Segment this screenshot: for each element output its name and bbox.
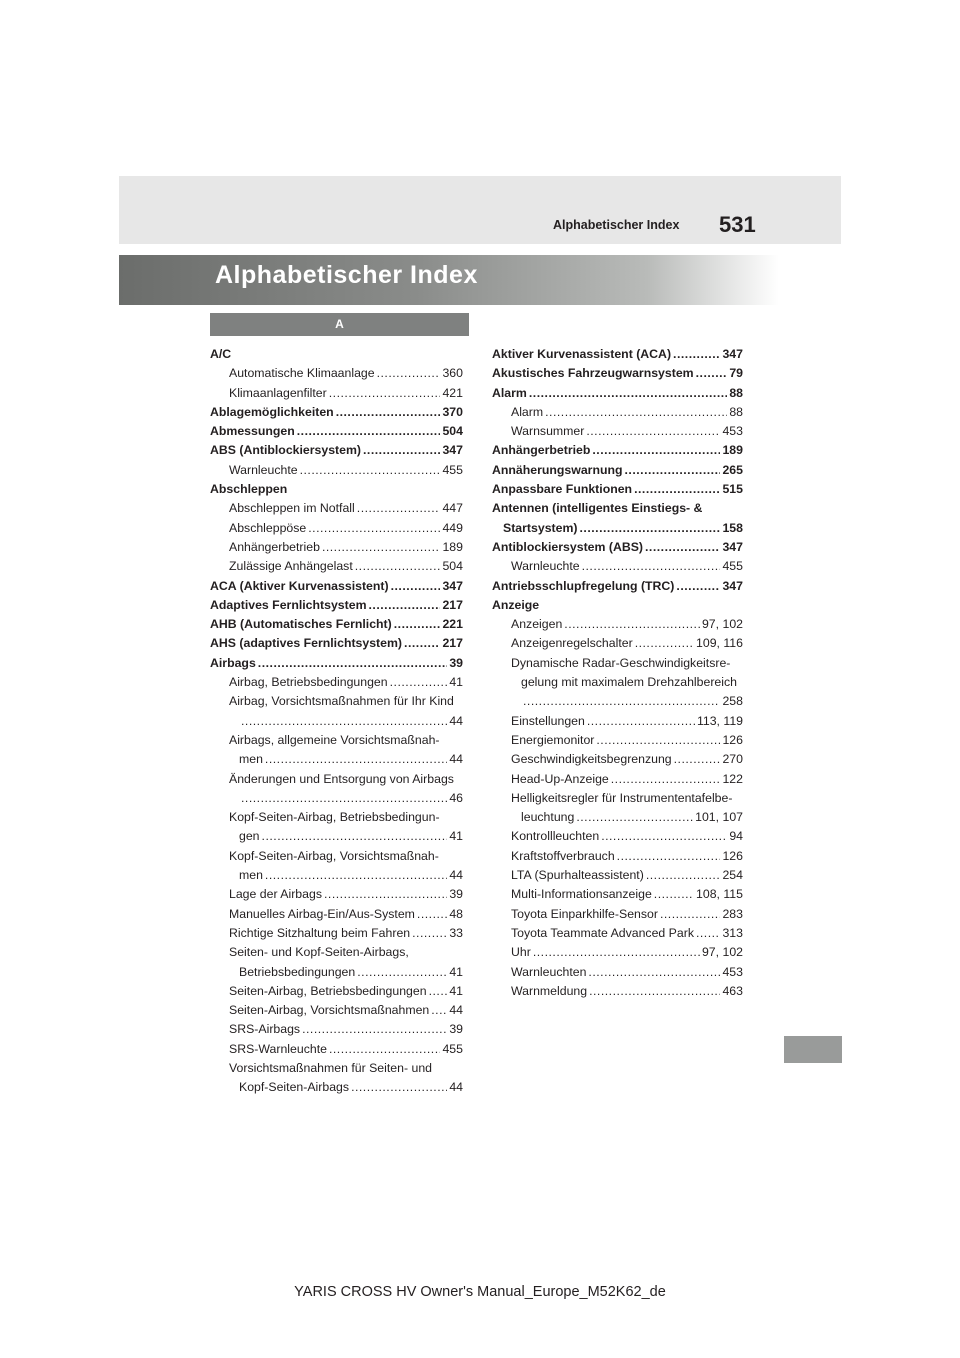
index-entry-term: Airbags, allgemeine Vorsichtsmaßnah- bbox=[229, 732, 440, 747]
index-entry-page: 126 bbox=[722, 848, 743, 863]
index-entry-page: 39 bbox=[449, 655, 463, 670]
dot-leader bbox=[431, 1001, 447, 1020]
dot-leader bbox=[297, 422, 441, 441]
index-entry bbox=[492, 384, 743, 403]
index-column-left bbox=[210, 345, 463, 1098]
dot-leader bbox=[564, 615, 700, 634]
index-entry-page: 41 bbox=[449, 675, 463, 690]
index-entry-page: 347 bbox=[442, 578, 463, 593]
index-entry-term: A/C bbox=[210, 347, 232, 361]
index-entry bbox=[492, 905, 743, 924]
index-entry bbox=[492, 345, 743, 364]
index-entry-term: Dynamische Radar-Geschwindigkeitsre- bbox=[511, 655, 731, 670]
index-entry-page: 44 bbox=[449, 1080, 463, 1095]
index-entry-page: 270 bbox=[722, 752, 743, 767]
index-entry bbox=[210, 499, 463, 518]
index-entry-term: Kopf-Seiten-Airbags bbox=[239, 1080, 350, 1095]
page-number: 531 bbox=[719, 212, 756, 237]
index-entry-page: 217 bbox=[442, 597, 463, 612]
index-entry-page: 347 bbox=[722, 578, 743, 593]
index-entry bbox=[492, 577, 743, 596]
index-entry-term: Abschleppen bbox=[210, 482, 288, 497]
index-entry-term: Airbag, Vorsichtsmaßnahmen für Ihr Kind bbox=[229, 694, 454, 709]
dot-leader bbox=[676, 577, 720, 596]
dot-leader bbox=[645, 538, 720, 557]
index-entry-page: 455 bbox=[442, 462, 463, 477]
index-entry-term: Toyota Einparkhilfe-Sensor bbox=[511, 906, 658, 921]
dot-leader bbox=[646, 866, 721, 885]
index-entry-term: Warnmeldung bbox=[511, 983, 588, 998]
dot-leader bbox=[586, 422, 720, 441]
index-entry bbox=[210, 654, 463, 673]
dot-leader bbox=[635, 634, 694, 653]
index-entry-page: 221 bbox=[442, 617, 463, 632]
dot-leader bbox=[696, 924, 721, 943]
index-entry-term: Richtige Sitzhaltung beim Fahren bbox=[229, 925, 411, 940]
dot-leader bbox=[363, 441, 440, 460]
index-entry-term: Zulässige Anhängelast bbox=[229, 559, 353, 574]
index-entry bbox=[492, 866, 743, 885]
index-entry bbox=[210, 441, 463, 460]
dot-leader bbox=[582, 557, 721, 576]
index-entry-page: 449 bbox=[442, 520, 463, 535]
index-entry bbox=[210, 538, 463, 557]
index-entry bbox=[210, 982, 463, 1001]
dot-leader bbox=[300, 461, 441, 480]
index-entry-term: Ablagemöglichkeiten bbox=[210, 404, 334, 419]
index-entry bbox=[210, 577, 463, 596]
index-entry-term: Kraftstoffverbrauch bbox=[511, 848, 615, 863]
index-entry bbox=[210, 403, 463, 422]
index-entry-page: 283 bbox=[722, 906, 743, 921]
dot-leader bbox=[351, 1078, 447, 1097]
index-entry-term: LTA (Spurhalteassistent) bbox=[511, 868, 644, 883]
index-entry-term: Adaptives Fernlichtsystem bbox=[210, 597, 367, 612]
dot-leader bbox=[262, 827, 448, 846]
index-entry bbox=[492, 654, 743, 673]
index-entry-page: 126 bbox=[722, 732, 743, 747]
index-entry bbox=[210, 1020, 463, 1039]
index-entry-term: Multi-Informationsanzeige bbox=[511, 887, 652, 902]
index-entry-page: 158 bbox=[722, 520, 743, 535]
index-entry bbox=[210, 422, 463, 441]
index-entry-page: 504 bbox=[442, 559, 463, 574]
index-entry-term: Uhr bbox=[511, 945, 531, 960]
index-entry-term: Alarm bbox=[492, 385, 527, 400]
dot-leader bbox=[412, 924, 447, 943]
index-entry bbox=[210, 943, 463, 962]
index-entry bbox=[492, 827, 743, 846]
dot-leader bbox=[576, 808, 693, 827]
page-title: Alphabetischer Index bbox=[215, 261, 478, 289]
index-entry bbox=[210, 1001, 463, 1020]
dot-leader bbox=[545, 403, 727, 422]
index-entry-term: Warnleuchte bbox=[511, 559, 580, 574]
dot-leader bbox=[660, 905, 721, 924]
index-entry bbox=[210, 519, 463, 538]
index-entry-term: Toyota Teammate Advanced Park bbox=[511, 925, 694, 940]
index-entry-term: Kopf-Seiten-Airbag, Betriebsbedingun- bbox=[229, 810, 440, 825]
dot-leader bbox=[580, 519, 721, 538]
index-entry-page: 455 bbox=[442, 1041, 463, 1056]
index-entry-term: gelung mit maximalem Drehzahlbereich bbox=[521, 675, 737, 690]
dot-leader bbox=[673, 345, 720, 364]
index-entry-term: Seiten-Airbag, Vorsichtsmaßnahmen bbox=[229, 1003, 430, 1018]
index-entry-page: 347 bbox=[442, 443, 463, 458]
index-entry-term: Lage der Airbags bbox=[229, 887, 322, 902]
index-entry-page: 88 bbox=[729, 385, 743, 400]
index-entry-page: 44 bbox=[449, 752, 463, 767]
index-entry bbox=[492, 982, 743, 1001]
index-entry bbox=[210, 634, 463, 653]
dot-leader bbox=[241, 789, 447, 808]
dot-leader bbox=[241, 712, 447, 731]
index-entry bbox=[492, 596, 743, 615]
index-entry-page: 33 bbox=[449, 925, 463, 940]
dot-leader bbox=[523, 692, 720, 711]
index-entry-page: 347 bbox=[722, 539, 743, 554]
index-entry bbox=[210, 712, 463, 731]
dot-leader bbox=[592, 441, 720, 460]
dot-leader bbox=[322, 538, 441, 557]
index-entry-term: Warnleuchte bbox=[229, 462, 298, 477]
index-entry-page: 347 bbox=[722, 347, 743, 361]
dot-leader bbox=[329, 384, 441, 403]
index-entry bbox=[492, 441, 743, 460]
index-entry-term: Startsystem) bbox=[503, 520, 578, 535]
index-entry-term: ABS (Antiblockiersystem) bbox=[210, 443, 362, 458]
index-entry bbox=[492, 963, 743, 982]
index-entry bbox=[210, 866, 463, 885]
index-entry-term: Anhängerbetrieb bbox=[492, 443, 591, 458]
index-entry bbox=[492, 847, 743, 866]
index-entry-term: Abschleppöse bbox=[229, 520, 307, 535]
index-column-right bbox=[492, 345, 743, 1001]
index-entry-page: 44 bbox=[449, 1003, 463, 1018]
index-entry-term: Energiemonitor bbox=[511, 732, 595, 747]
dot-leader bbox=[265, 866, 447, 885]
dot-leader bbox=[355, 557, 441, 576]
index-entry bbox=[210, 673, 463, 692]
index-entry-page: 39 bbox=[449, 887, 463, 902]
index-entry bbox=[210, 1078, 463, 1097]
dot-leader bbox=[404, 634, 440, 653]
index-entry-term: Akustisches Fahrzeugwarnsystem bbox=[492, 366, 694, 381]
index-entry bbox=[492, 538, 743, 557]
index-entry-page: 254 bbox=[722, 868, 743, 883]
dot-leader bbox=[336, 403, 441, 422]
index-entry bbox=[492, 461, 743, 480]
index-entry-term: SRS-Airbags bbox=[229, 1022, 301, 1037]
index-entry-page: 217 bbox=[442, 636, 463, 651]
index-entry bbox=[210, 596, 463, 615]
index-entry-term: Antennen (intelligentes Einstiegs- & bbox=[492, 501, 703, 516]
index-entry bbox=[492, 789, 743, 808]
index-entry bbox=[492, 480, 743, 499]
index-entry-page: 122 bbox=[722, 771, 743, 786]
index-entry bbox=[492, 422, 743, 441]
index-entry-term: Alarm bbox=[511, 404, 544, 419]
index-entry-page: 463 bbox=[722, 983, 743, 998]
index-entry bbox=[210, 1059, 463, 1078]
dot-leader bbox=[265, 750, 447, 769]
index-entry-term: Airbags bbox=[210, 655, 256, 670]
footer-manual-id: YARIS CROSS HV Owner's Manual_Europe_M52K62_de bbox=[294, 1284, 666, 1300]
index-entry bbox=[210, 692, 463, 711]
index-entry-page: 360 bbox=[442, 366, 463, 381]
index-entry bbox=[210, 364, 463, 383]
index-entry-page: 41 bbox=[449, 983, 463, 998]
index-entry bbox=[210, 808, 463, 827]
index-entry bbox=[210, 461, 463, 480]
index-entry-term: Kopf-Seiten-Airbag, Vorsichtsmaßnah- bbox=[229, 848, 439, 863]
index-entry-term: Anpassbare Funktionen bbox=[492, 482, 633, 497]
index-entry-term: Warnleuchten bbox=[511, 964, 587, 979]
index-entry bbox=[492, 885, 743, 904]
index-entry bbox=[210, 789, 463, 808]
index-entry-page: 41 bbox=[449, 964, 463, 979]
dot-leader bbox=[429, 982, 448, 1001]
index-entry-term: SRS-Warnleuchte bbox=[229, 1041, 327, 1056]
index-entry bbox=[210, 345, 463, 364]
dot-leader bbox=[596, 731, 720, 750]
index-entry bbox=[210, 847, 463, 866]
index-entry bbox=[210, 384, 463, 403]
index-entry bbox=[492, 634, 743, 653]
index-entry-page: 113, 119 bbox=[696, 713, 743, 728]
index-entry-page: 447 bbox=[442, 501, 463, 516]
index-entry-page: 39 bbox=[449, 1022, 463, 1037]
dot-leader bbox=[611, 770, 721, 789]
index-entry bbox=[492, 499, 743, 518]
index-entry bbox=[210, 557, 463, 576]
running-header-title: Alphabetischer Index bbox=[553, 218, 680, 232]
dot-leader bbox=[625, 461, 721, 480]
index-entry-page: 44 bbox=[449, 713, 463, 728]
index-entry-term: Kontrollleuchten bbox=[511, 829, 600, 844]
dot-leader bbox=[696, 364, 728, 383]
index-entry-term: Warnsummer bbox=[511, 424, 585, 439]
index-entry bbox=[210, 770, 463, 789]
index-entry-page: 189 bbox=[442, 539, 463, 554]
dot-leader bbox=[533, 943, 700, 962]
index-entry bbox=[210, 885, 463, 904]
index-entry-term: Helligkeitsregler für Instrumententafelbe- bbox=[511, 790, 733, 805]
index-entry-term: ACA (Aktiver Kurvenassistent) bbox=[210, 578, 389, 593]
index-entry bbox=[492, 692, 743, 711]
index-entry-page: 97, 102 bbox=[701, 617, 743, 632]
dot-leader bbox=[529, 384, 727, 403]
index-entry-page: 453 bbox=[722, 964, 743, 979]
index-entry bbox=[492, 673, 743, 692]
dot-leader bbox=[258, 654, 448, 673]
index-entry-term: Anhängerbetrieb bbox=[229, 539, 320, 554]
index-entry-term: Anzeigenregelschalter bbox=[511, 636, 633, 651]
index-entry-term: Einstellungen bbox=[511, 713, 585, 728]
index-entry-term: Änderungen und Entsorgung von Airbags bbox=[229, 771, 454, 786]
index-entry-term: AHB (Automatisches Fernlicht) bbox=[210, 617, 392, 632]
index-entry-term: AHS (adaptives Fernlichtsystem) bbox=[210, 636, 403, 651]
index-entry bbox=[210, 731, 463, 750]
dot-leader bbox=[417, 905, 447, 924]
index-entry-page: 101, 107 bbox=[695, 810, 743, 825]
index-entry-term: Seiten-Airbag, Betriebsbedingungen bbox=[229, 983, 427, 998]
index-entry-page: 48 bbox=[449, 906, 463, 921]
index-entry bbox=[492, 615, 743, 634]
dot-leader bbox=[674, 750, 721, 769]
dot-leader bbox=[302, 1020, 447, 1039]
index-entry-term: Klimaanlagenfilter bbox=[229, 385, 327, 400]
index-entry-term: Vorsichtsmaßnahmen für Seiten- und bbox=[229, 1060, 433, 1075]
dot-leader bbox=[601, 827, 727, 846]
index-entry-term: Seiten- und Kopf-Seiten-Airbags, bbox=[229, 945, 409, 960]
index-entry-term: gen bbox=[239, 829, 260, 844]
index-entry bbox=[492, 750, 743, 769]
index-entry-term: men bbox=[239, 752, 263, 767]
index-entry-page: 370 bbox=[442, 404, 463, 419]
index-entry bbox=[210, 905, 463, 924]
index-entry-page: 88 bbox=[729, 404, 743, 419]
index-entry-page: 46 bbox=[449, 790, 463, 805]
index-entry-term: Annäherungswarnung bbox=[492, 462, 623, 477]
index-entry-page: 44 bbox=[449, 868, 463, 883]
index-entry-term: Automatische Klimaanlage bbox=[229, 366, 375, 381]
index-entry-term: Head-Up-Anzeige bbox=[511, 771, 609, 786]
index-entry-page: 189 bbox=[722, 443, 743, 458]
index-entry-page: 453 bbox=[722, 424, 743, 439]
index-entry-term: Antiblockiersystem (ABS) bbox=[492, 539, 644, 554]
index-entry bbox=[210, 924, 463, 943]
thumb-index-tab bbox=[784, 1036, 842, 1063]
index-entry-page: 421 bbox=[442, 385, 463, 400]
index-entry-term: men bbox=[239, 868, 263, 883]
dot-leader bbox=[324, 885, 447, 904]
index-entry bbox=[210, 1040, 463, 1059]
index-entry-page: 258 bbox=[722, 694, 743, 709]
dot-leader bbox=[654, 885, 694, 904]
dot-leader bbox=[369, 596, 441, 615]
dot-leader bbox=[394, 615, 441, 634]
dot-leader bbox=[634, 480, 720, 499]
index-entry-term: leuchtung bbox=[521, 810, 575, 825]
index-entry-page: 109, 116 bbox=[696, 636, 743, 651]
index-entry bbox=[492, 712, 743, 731]
index-entry-term: Antriebsschlupfregelung (TRC) bbox=[492, 578, 675, 593]
dot-leader bbox=[308, 519, 440, 538]
index-entry bbox=[492, 364, 743, 383]
index-entry bbox=[492, 519, 743, 538]
index-entry-term: Anzeigen bbox=[511, 617, 563, 632]
index-entry bbox=[492, 924, 743, 943]
index-entry bbox=[210, 750, 463, 769]
index-entry-page: 504 bbox=[442, 424, 463, 439]
index-entry bbox=[492, 943, 743, 962]
index-entry bbox=[492, 557, 743, 576]
index-entry bbox=[492, 731, 743, 750]
index-entry-term: Aktiver Kurvenassistent (ACA) bbox=[492, 347, 672, 361]
dot-leader bbox=[617, 847, 721, 866]
index-entry-term: Abschleppen im Notfall bbox=[229, 501, 355, 516]
index-entry-page: 94 bbox=[729, 829, 743, 844]
index-entry-page: 108, 115 bbox=[696, 887, 743, 902]
dot-leader bbox=[391, 577, 441, 596]
index-entry-page: 79 bbox=[729, 366, 743, 381]
index-entry-page: 455 bbox=[722, 559, 743, 574]
index-entry bbox=[210, 827, 463, 846]
dot-leader bbox=[587, 712, 695, 731]
index-entry-term: Geschwindigkeitsbegrenzung bbox=[511, 752, 672, 767]
letter-heading: A bbox=[335, 317, 344, 331]
index-entry-term: Airbag, Betriebsbedingungen bbox=[229, 675, 388, 690]
dot-leader bbox=[589, 982, 720, 1001]
dot-leader bbox=[588, 963, 720, 982]
index-entry bbox=[210, 480, 463, 499]
index-entry bbox=[492, 808, 743, 827]
index-entry bbox=[492, 770, 743, 789]
dot-leader bbox=[390, 673, 448, 692]
index-entry bbox=[492, 403, 743, 422]
index-entry bbox=[210, 615, 463, 634]
index-entry-term: Betriebsbedingungen bbox=[239, 964, 356, 979]
index-entry-term: Anzeige bbox=[492, 597, 540, 612]
index-entry-page: 515 bbox=[722, 482, 743, 497]
index-entry-page: 41 bbox=[449, 829, 463, 844]
dot-leader bbox=[329, 1040, 441, 1059]
index-entry-term: Abmessungen bbox=[210, 424, 295, 439]
index-entry-term: Manuelles Airbag-Ein/Aus-System bbox=[229, 906, 415, 921]
index-entry-page: 97, 102 bbox=[701, 945, 743, 960]
dot-leader bbox=[377, 364, 441, 383]
index-entry-page: 313 bbox=[722, 925, 743, 940]
dot-leader bbox=[357, 499, 441, 518]
dot-leader bbox=[357, 963, 447, 982]
index-entry bbox=[210, 963, 463, 982]
index-entry-page: 265 bbox=[722, 462, 743, 477]
